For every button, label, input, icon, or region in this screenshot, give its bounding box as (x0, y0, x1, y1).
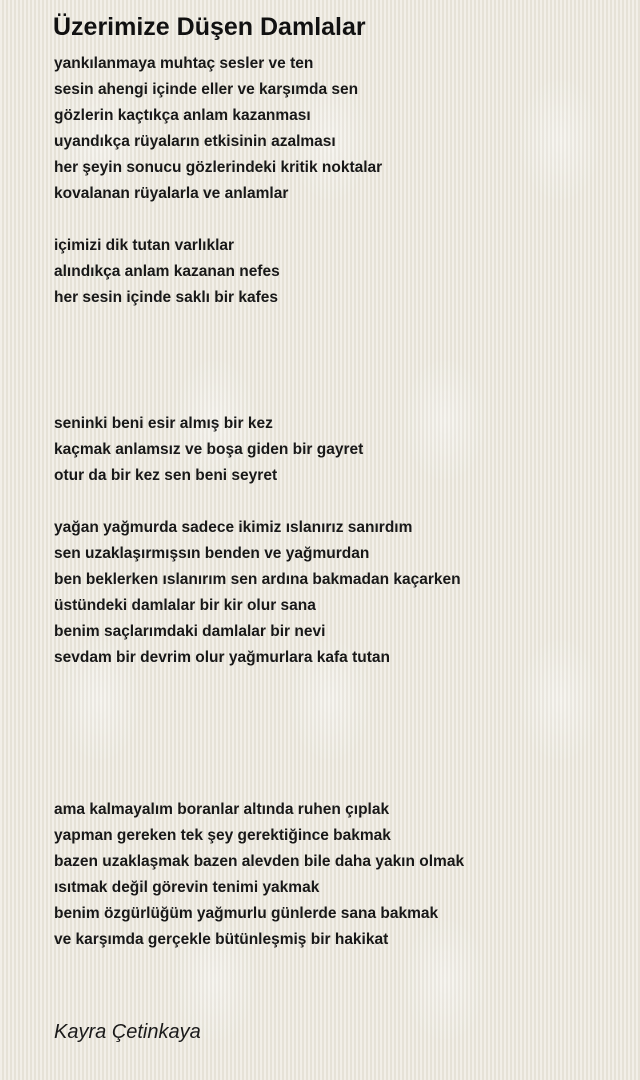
poem-line: yapman gereken tek şey gerektiğince bakmak (54, 827, 391, 844)
poem-line: sen uzaklaşırmışsın benden ve yağmurdan (54, 545, 370, 562)
poem-line: içimizi dik tutan varlıklar (54, 237, 235, 254)
stanza-3 (54, 411, 363, 489)
stanza-4 (54, 515, 461, 671)
poem-title: Üzerimize Düşen Damlalar (53, 13, 366, 41)
poem-line: ama kalmayalım boranlar altında ruhen çıplak (54, 801, 390, 818)
poem-line: her sesin içinde saklı bir kafes (54, 289, 279, 306)
poem-line: yankılanmaya muhtaç sesler ve ten (54, 55, 314, 72)
stanza-2 (54, 233, 280, 311)
poem-author: Kayra Çetinkaya (54, 1021, 201, 1043)
poem-line: uyandıkça rüyaların etkisinin azalması (54, 133, 336, 150)
poem-line: kovalanan rüyalarla ve anlamlar (54, 185, 289, 202)
poem-line: sesin ahengi içinde eller ve karşımda sen (54, 81, 359, 98)
poem-line: yağan yağmurda sadece ikimiz ıslanırız sanırdım (54, 519, 413, 536)
poem-line: ben beklerken ıslanırım sen ardına bakmadan kaçarken (54, 571, 461, 588)
poem-line: benim saçlarımdaki damlalar bir nevi (54, 623, 326, 640)
poem-line: üstündeki damlalar bir kir olur sana (54, 597, 316, 614)
poem-line: benim özgürlüğüm yağmurlu günlerde sana bakmak (54, 905, 439, 922)
stanza-5 (54, 797, 464, 953)
poem-line: ısıtmak değil görevin tenimi yakmak (54, 879, 320, 896)
poem-line: gözlerin kaçtıkça anlam kazanması (54, 107, 311, 124)
poem-line: seninki beni esir almış bir kez (54, 415, 273, 432)
poem-line: ve karşımda gerçekle bütünleşmiş bir hakikat (54, 931, 389, 948)
poem-line: bazen uzaklaşmak bazen alevden bile daha yakın olmak (54, 853, 465, 870)
poem-line: her şeyin sonucu gözlerindeki kritik noktalar (54, 159, 383, 176)
poem-line: otur da bir kez sen beni seyret (54, 467, 278, 484)
poem-line: sevdam bir devrim olur yağmurlara kafa tutan (54, 649, 390, 666)
poem-line: kaçmak anlamsız ve boşa giden bir gayret (54, 441, 364, 458)
poem-line: alındıkça anlam kazanan nefes (54, 263, 280, 280)
stanza-1 (54, 51, 382, 207)
